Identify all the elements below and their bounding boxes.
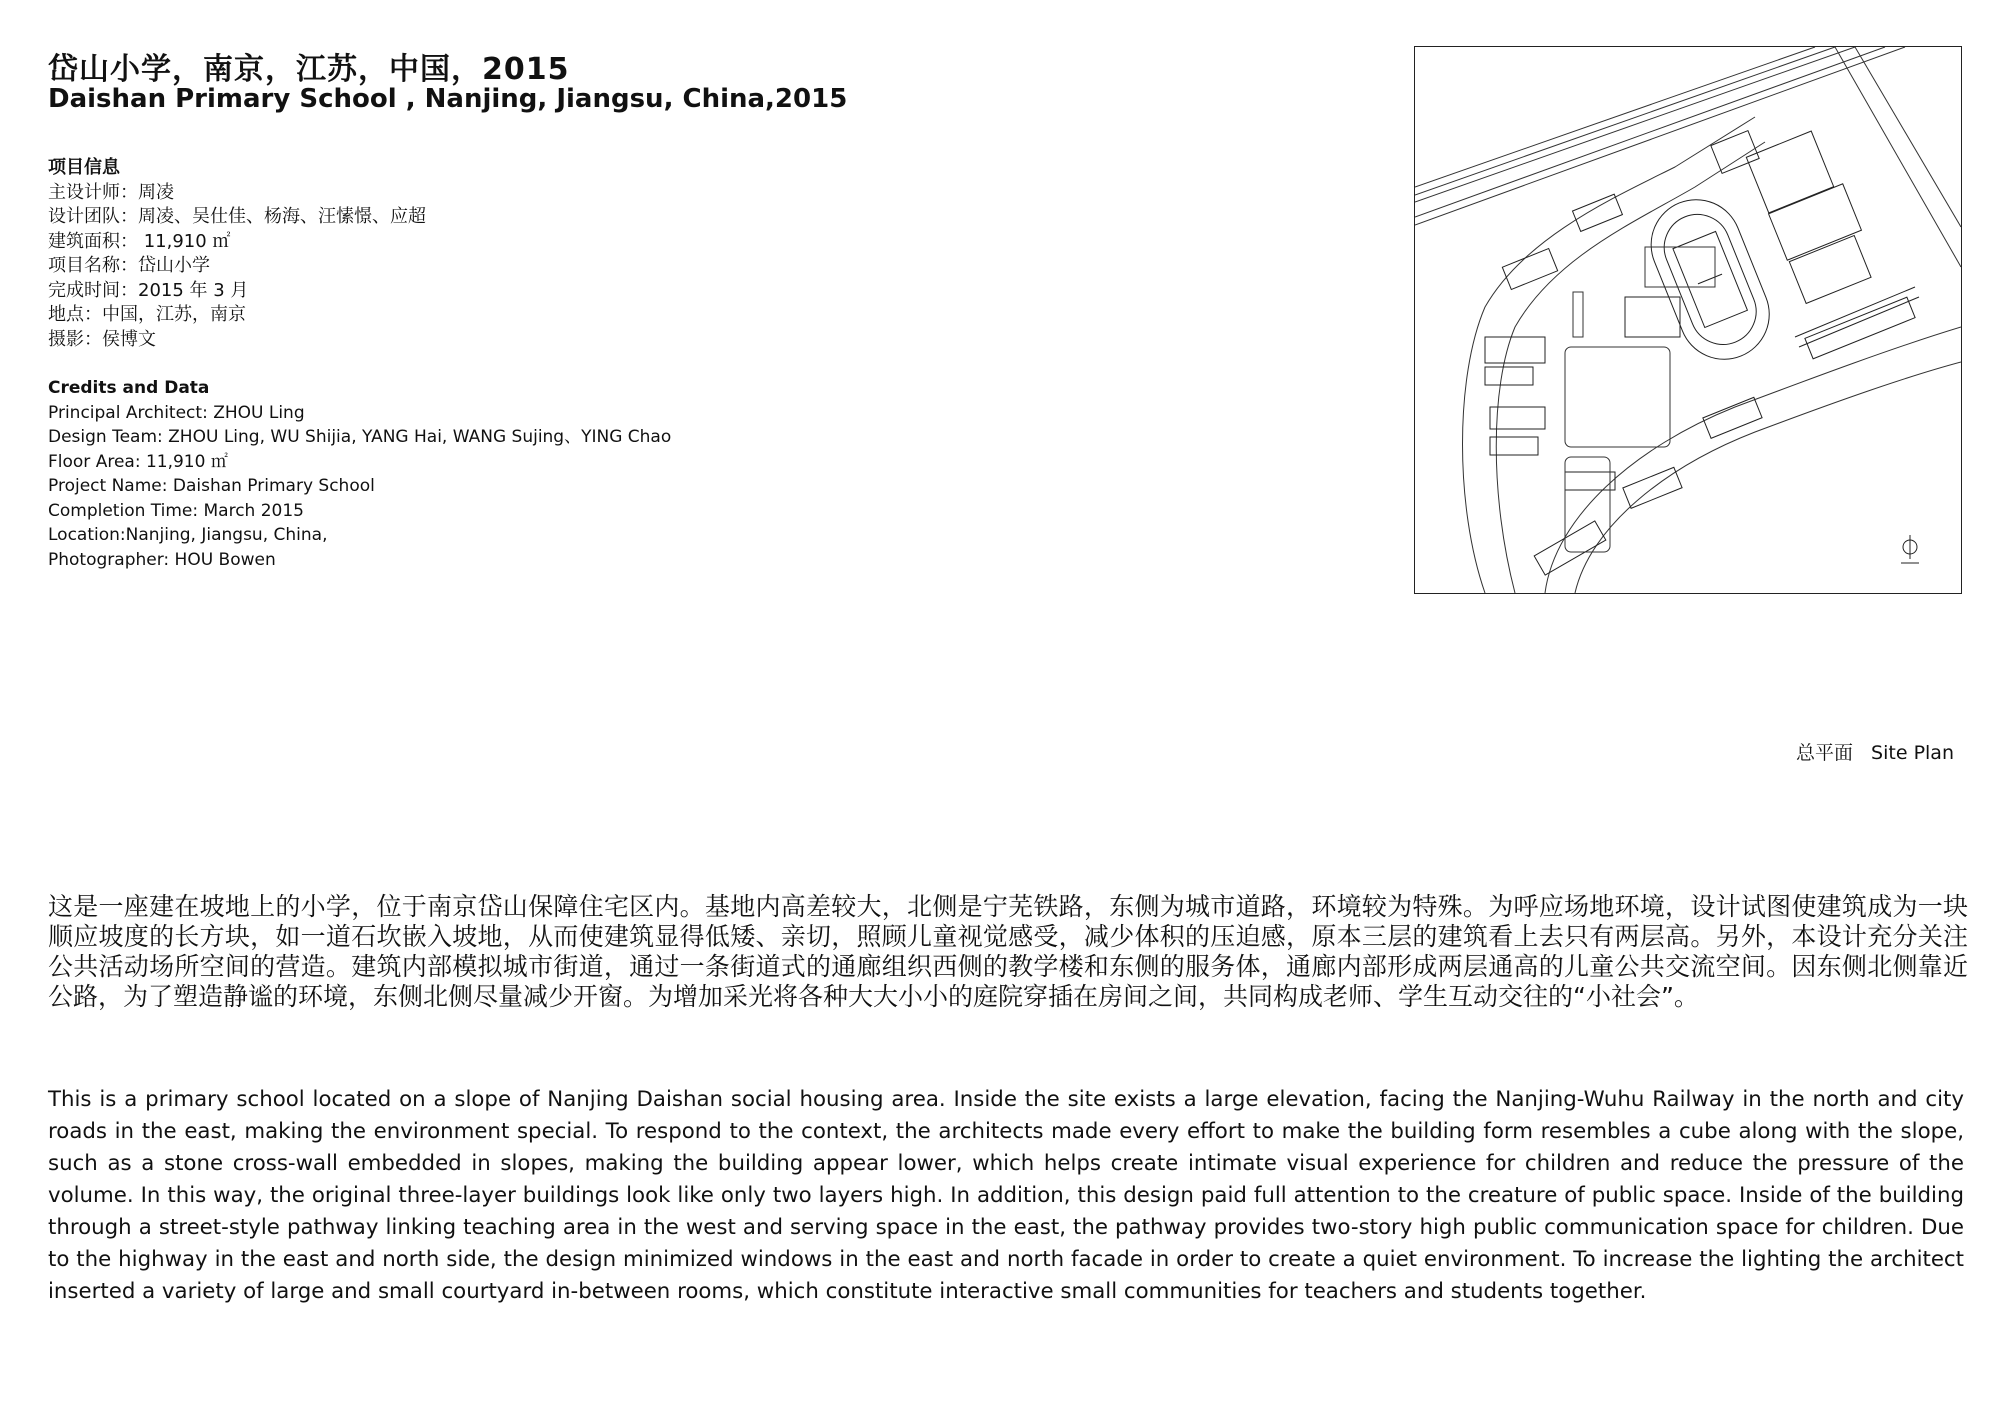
- info-line-architect: 主设计师：周凌: [48, 181, 174, 203]
- info-line-completion: 完成时间：2015 年 3 月: [48, 279, 249, 301]
- project-info-chinese: [48, 156, 426, 352]
- info-line-area: 建筑面积： 11,910 ㎡: [48, 230, 231, 252]
- project-info-english: [48, 376, 671, 572]
- info-line-project-name: 项目名称：岱山小学: [48, 255, 210, 276]
- east-road: [1835, 47, 1961, 267]
- running-track: [1638, 186, 1783, 373]
- credits-heading: Credits and Data: [48, 378, 210, 398]
- credit-line-location: Location:Nanjing, Jiangsu, China,: [48, 525, 328, 545]
- page-title-chinese: 岱山小学，南京，江苏，中国，2015: [48, 52, 570, 87]
- info-line-photographer: 摄影：侯博文: [48, 328, 156, 350]
- site-roads: [1463, 117, 1962, 593]
- credit-line-architect: Principal Architect: ZHOU Ling: [48, 402, 305, 423]
- description-chinese: 这是一座建在坡地上的小学，位于南京岱山保障住宅区内。基地内高差较大，北侧是宁芜铁路，东侧为城市道路，环境较为特殊。为呼应场地环境，设计试图使建筑成为一块顺应坡度的长方块，如一道石坎嵌入坡地，从而使建筑显得低矮、亲切，照顾儿童视觉感受，减少体积的压迫感，原本三层的建筑看上去只有两层高。另外，本设计充分关注公共活动场所空间的营造。建筑内部模拟城市街道，通过一条街道式的通廊组织西侧的教学楼和东侧的服务体，通廊内部形成两层通高的儿童公共交流空间。因东侧北侧靠近公路，为了塑造静谧的环境，东侧北侧尽量减少开窗。为增加采光将各种大大小小的庭院穿插在房间之间，共同构成老师、学生互动交往的“小社会”。: [48, 892, 1968, 1011]
- page-title-english: Daishan Primary School , Nanjing, Jiangsu, China,2015: [48, 84, 848, 114]
- classroom-blocks: [1485, 194, 1762, 575]
- project-info-heading: 项目信息: [48, 157, 120, 178]
- info-line-team: 设计团队：周凌、吴仕佳、杨海、汪愫憬、应超: [48, 206, 426, 227]
- east-buildings: [1711, 131, 1919, 359]
- site-plan-caption-english: Site Plan: [1871, 742, 1954, 764]
- credit-line-area: Floor Area: 11,910 ㎡: [48, 451, 228, 472]
- info-line-location: 地点：中国，江苏，南京: [48, 304, 246, 325]
- site-plan-caption: [1796, 738, 1954, 765]
- credit-line-photographer: Photographer: HOU Bowen: [48, 549, 276, 570]
- credit-line-team: Design Team: ZHOU Ling, WU Shijia, YANG Hai, WANG Sujing、YING Chao: [48, 427, 672, 447]
- credit-line-project-name: Project Name: Daishan Primary School: [48, 476, 375, 496]
- site-plan-svg: [1415, 47, 1961, 593]
- north-arrow-icon: [1901, 535, 1919, 563]
- site-plan-caption-chinese: 总平面: [1796, 742, 1854, 764]
- railway-lines: [1415, 47, 1905, 225]
- site-plan-drawing: [1414, 46, 1962, 594]
- description-english: This is a primary school located on a slope of Nanjing Daishan social housing area. Inside the site exists a large elevation, facing the Nanjing-Wuhu Railway in the north and city roads in the east, making the environment special. To respond to the context, the architects made every effort to make the building form resembles a cube along with the slope, such as a stone cross-wall embedded in slopes, making the building appear lower, which helps create intimate visual experience for children and reduce the pressure of the volume. In this way, the original three-layer buildings look like only two layers high. In addition, this design paid full attention to the creature of public space. Inside of the building through a street-style pathway linking teaching area in the west and serving space in the east, the pathway provides two-story high public communication space for children. Due to the highway in the east and north side, the design minimized windows in the east and north facade in order to create a quiet environment. To increase the lighting the architect inserted a variety of large and small courtyard in-between rooms, which constitute interactive small communities for teachers and students together.: [48, 1087, 1964, 1304]
- credit-line-completion: Completion Time: March 2015: [48, 500, 304, 521]
